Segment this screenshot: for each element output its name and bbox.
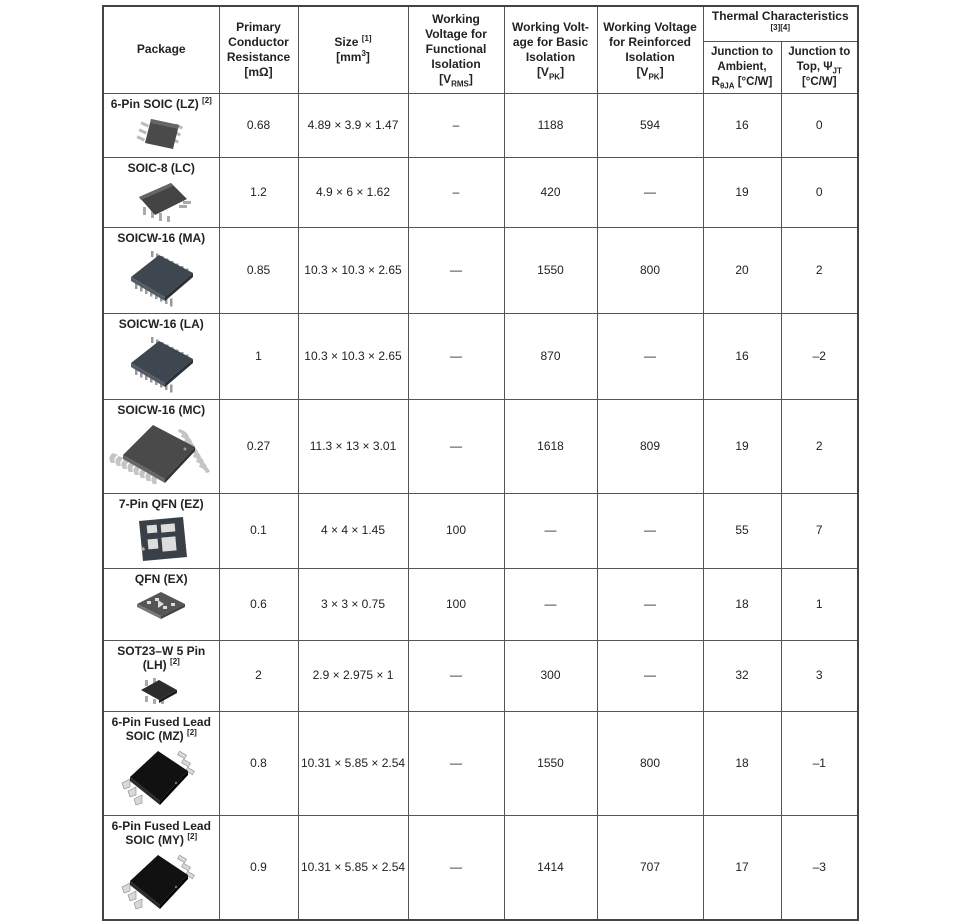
qfn-chip-icon (106, 588, 217, 626)
junction-top-cell: 1 (781, 568, 858, 640)
table-row (103, 493, 858, 568)
functional-isolation-cell: — (408, 711, 504, 815)
junction-top-cell: 0 (781, 157, 858, 227)
reinforced-isolation-cell: 809 (597, 399, 703, 493)
fused-soic-chip-icon (106, 745, 217, 815)
junction-ambient-cell: 32 (703, 640, 781, 711)
package-spec-table (102, 5, 859, 921)
size-cell: 3 × 3 × 0.75 (298, 568, 408, 640)
header-resistance: Primary Conductor Resistance [mΩ] (219, 6, 298, 93)
basic-isolation-cell: 1188 (504, 93, 597, 157)
resistance-cell: 0.9 (219, 815, 298, 920)
package-cell (103, 399, 219, 493)
reinforced-isolation-cell: 707 (597, 815, 703, 920)
junction-top-cell: –2 (781, 313, 858, 399)
soicw16-chip-icon (106, 247, 217, 313)
basic-isolation-cell: 870 (504, 313, 597, 399)
fused-soic-chip-icon (106, 849, 217, 919)
package-name: SOICW-16 (LA) (118, 316, 204, 331)
functional-isolation-cell: — (408, 227, 504, 313)
package-name: QFN (EX) (134, 571, 188, 586)
functional-isolation-cell: 100 (408, 493, 504, 568)
size-cell: 10.3 × 10.3 × 2.65 (298, 227, 408, 313)
table-row (103, 640, 858, 711)
package-cell (103, 640, 219, 711)
package-name: 6-Pin Fused Lead SOIC (MZ) [2] (111, 714, 211, 743)
functional-isolation-cell: — (408, 815, 504, 920)
size-cell: 10.31 × 5.85 × 2.54 (298, 815, 408, 920)
header-junction-ambient: Junction to Ambient, $R_{\theta JA}$ [°C/W] (703, 41, 781, 93)
header-thermal: Thermal Characteristics [3][4] (703, 6, 858, 41)
functional-isolation-cell: – (408, 157, 504, 227)
package-name: SOICW-16 (MA) (117, 230, 206, 245)
size-cell: 4.9 × 6 × 1.62 (298, 157, 408, 227)
package-name: 6-Pin SOIC (LZ) [2] (110, 95, 212, 111)
header-package: Package (103, 6, 219, 93)
junction-ambient-cell: 20 (703, 227, 781, 313)
basic-isolation-cell: 1414 (504, 815, 597, 920)
size-cell: 11.3 × 13 × 3.01 (298, 399, 408, 493)
header-size: Size [1] $[mm^3]$ (298, 6, 408, 93)
header-basic-isolation: Working Volt-age for Basic Isolation $[V_{PK}]$ (504, 6, 597, 93)
size-cell: 2.9 × 2.975 × 1 (298, 640, 408, 711)
sot23-chip-icon (106, 674, 217, 710)
package-cell (103, 711, 219, 815)
package-cell (103, 493, 219, 568)
junction-ambient-cell: 18 (703, 568, 781, 640)
package-cell (103, 227, 219, 313)
functional-isolation-cell: — (408, 399, 504, 493)
reinforced-isolation-cell: — (597, 568, 703, 640)
junction-ambient-cell: 16 (703, 313, 781, 399)
resistance-cell: 0.27 (219, 399, 298, 493)
header-functional-isolation: Working Voltage for Functional Isolation $[V_{RMS}]$ (408, 6, 504, 93)
resistance-cell: 0.8 (219, 711, 298, 815)
package-name: 7-Pin QFN (EZ) (118, 496, 204, 511)
resistance-cell: 0.1 (219, 493, 298, 568)
package-cell (103, 568, 219, 640)
basic-isolation-cell: 300 (504, 640, 597, 711)
reinforced-isolation-cell: 594 (597, 93, 703, 157)
basic-isolation-cell: 1618 (504, 399, 597, 493)
table-row (103, 399, 858, 493)
junction-top-cell: –1 (781, 711, 858, 815)
package-name: SOT23–W 5 Pin (LH) [2] (117, 643, 206, 672)
resistance-cell: 0.85 (219, 227, 298, 313)
functional-isolation-cell: – (408, 93, 504, 157)
reinforced-isolation-cell: 800 (597, 711, 703, 815)
junction-ambient-cell: 17 (703, 815, 781, 920)
table-row (103, 313, 858, 399)
package-cell (103, 93, 219, 157)
junction-top-cell: 0 (781, 93, 858, 157)
functional-isolation-cell: — (408, 640, 504, 711)
reinforced-isolation-cell: 800 (597, 227, 703, 313)
table-row (103, 157, 858, 227)
junction-ambient-cell: 18 (703, 711, 781, 815)
basic-isolation-cell: 1550 (504, 711, 597, 815)
junction-top-cell: 3 (781, 640, 858, 711)
functional-isolation-cell: 100 (408, 568, 504, 640)
package-cell (103, 815, 219, 920)
size-cell: 4 × 4 × 1.45 (298, 493, 408, 568)
junction-top-cell: 2 (781, 227, 858, 313)
package-cell (103, 313, 219, 399)
reinforced-isolation-cell: — (597, 313, 703, 399)
table-row (103, 568, 858, 640)
size-cell: 10.3 × 10.3 × 2.65 (298, 313, 408, 399)
header-reinforced-isolation: Working Voltage for Reinforced Isolation $[V_{PK}]$ (597, 6, 703, 93)
junction-ambient-cell: 19 (703, 157, 781, 227)
junction-top-cell: 7 (781, 493, 858, 568)
qfn7-chip-icon (106, 513, 217, 567)
size-cell: 10.31 × 5.85 × 2.54 (298, 711, 408, 815)
size-cell: 4.89 × 3.9 × 1.47 (298, 93, 408, 157)
resistance-cell: 0.68 (219, 93, 298, 157)
table-row (103, 227, 858, 313)
basic-isolation-cell: 1550 (504, 227, 597, 313)
resistance-cell: 0.6 (219, 568, 298, 640)
junction-ambient-cell: 55 (703, 493, 781, 568)
junction-top-cell: –3 (781, 815, 858, 920)
functional-isolation-cell: — (408, 313, 504, 399)
resistance-cell: 2 (219, 640, 298, 711)
junction-ambient-cell: 19 (703, 399, 781, 493)
package-cell (103, 157, 219, 227)
soic6-chip-icon (106, 113, 217, 157)
reinforced-isolation-cell: — (597, 640, 703, 711)
resistance-cell: 1.2 (219, 157, 298, 227)
package-name: SOIC-8 (LC) (127, 160, 195, 175)
table-row (103, 711, 858, 815)
basic-isolation-cell: 420 (504, 157, 597, 227)
header-junction-top: Junction to Top, $\Psi_{JT}$ [°C/W] (781, 41, 858, 93)
table-row (103, 93, 858, 157)
junction-top-cell: 2 (781, 399, 858, 493)
reinforced-isolation-cell: — (597, 493, 703, 568)
package-name: 6-Pin Fused Lead SOIC (MY) [2] (111, 818, 211, 847)
soic8-chip-icon (106, 177, 217, 227)
resistance-cell: 1 (219, 313, 298, 399)
package-name: SOICW-16 (MC) (117, 402, 206, 417)
table-row (103, 815, 858, 920)
soicw16-chip-icon (106, 333, 217, 399)
basic-isolation-cell: — (504, 493, 597, 568)
reinforced-isolation-cell: — (597, 157, 703, 227)
junction-ambient-cell: 16 (703, 93, 781, 157)
soicw16-mc-chip-icon (106, 419, 217, 493)
basic-isolation-cell: — (504, 568, 597, 640)
